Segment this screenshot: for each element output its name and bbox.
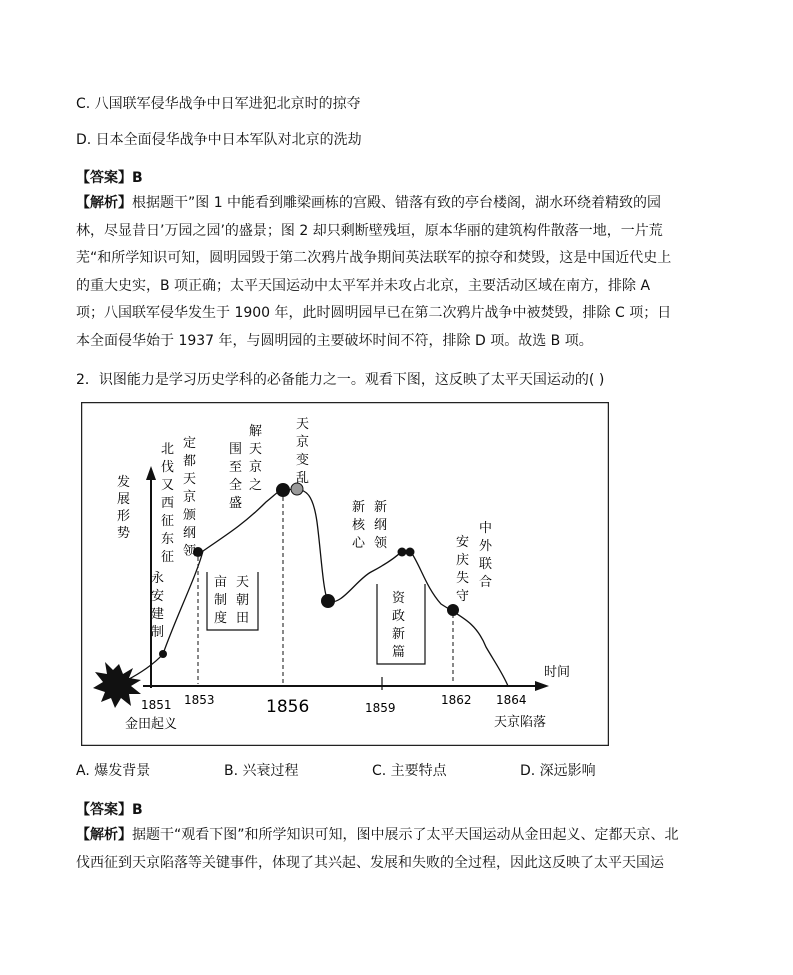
x-axis-label: 时间 <box>544 665 571 680</box>
analysis-text-2: 据题干“观看下图”和所学知识可知，图中展示了太平天国运动从金田起义、定都天京、北伐西征到天京陷落等关键事件，体现了其兴起、发展和失败的全过程，因此这反映了太平天国运 <box>76 827 679 871</box>
taiping-timeline-figure <box>81 402 609 746</box>
label-zizheng: 资政新篇 <box>392 591 406 660</box>
label-tianmu-2: 天朝田 <box>236 575 250 626</box>
analysis-1 <box>76 190 682 355</box>
tick-label-1856: 1856 <box>266 697 310 717</box>
tick-label-1859: 1859 <box>365 701 396 715</box>
y-label-1: 发 <box>117 475 131 490</box>
option-c: C. 主要特点 <box>372 763 447 779</box>
option-b: B. 兴衰过程 <box>224 763 299 779</box>
point-anqing <box>447 604 459 616</box>
point-yongan <box>159 650 167 658</box>
label-tianmu-1: 亩制度 <box>214 575 228 626</box>
point-xin-2 <box>406 548 415 557</box>
y-label-2: 展 <box>117 492 131 507</box>
label-anqing: 安庆失守 <box>456 535 470 604</box>
label-bianluan: 天京变乱 <box>296 417 310 486</box>
tick-label-1853: 1853 <box>184 693 215 707</box>
option-d: D. 深远影响 <box>520 763 596 779</box>
point-low <box>321 594 335 608</box>
label-jintian: 金田起义 <box>125 717 178 732</box>
option-a: A. 爆发背景 <box>76 763 151 779</box>
analysis-2 <box>76 822 682 877</box>
analysis-text: 根据题干”图 1 中能看到雕梁画栋的宫殿、错落有致的亭台楼阁，湖水环绕着精致的园林，尽显昔日’万园之园’的盛景；图 2 却只剩断壁残垣，原本华丽的建筑构件散落一地，一片荒芜“和所学知识可知，圆明园毁于第二次鸦片战争期间英法联军的掠夺和焚毁，这是中国近代史上的重大史实，B 项正确；太平天国运动中太平军并未攻占北京，主要活动区域在南方，排除 A 项；八国联军侵华发生于 1900 年，此时圆明园早已在第二次鸦片战争中被焚毁，排除 C 项；日本全面侵华始于 1937 年，与圆明园的主要破坏时间不符，排除 D 项。故选 B 项。 <box>76 195 672 349</box>
analysis-label-2: 【解析】 <box>76 827 132 843</box>
label-xinhexin: 新核心 <box>352 500 366 551</box>
answer-1: 【答案】B <box>76 170 143 186</box>
question-2: 2．识图能力是学习历史学科的必备能力之一。观看下图，这反映了太平天国运动的( ) <box>76 372 605 388</box>
label-jiewei-1: 围至全盛 <box>229 442 243 511</box>
label-yongan: 永安建制 <box>151 571 165 640</box>
label-xingangling: 新纲领 <box>374 500 388 551</box>
tick-label-1862: 1862 <box>441 693 472 707</box>
tick-label-1851: 1851 <box>141 698 172 712</box>
y-label-3: 形 <box>117 509 131 524</box>
point-xin-1 <box>398 548 407 557</box>
label-beifa: 北伐又西征东征 <box>161 442 175 565</box>
label-xianluo: 天京陷落 <box>494 715 547 730</box>
option-c-prev: C. 八国联军侵华战争中日军进犯北京时的掠夺 <box>76 96 361 112</box>
label-zhongwai: 中外联合 <box>479 521 493 590</box>
tick-label-1864: 1864 <box>496 693 527 707</box>
option-d-prev: D. 日本全面侵华战争中日本军队对北京的洗劫 <box>76 132 362 148</box>
label-jiewei-2: 解天京之 <box>249 424 263 493</box>
label-dingdu: 定都天京颁纲领 <box>183 436 197 559</box>
point-peak <box>276 483 290 497</box>
y-label-4: 势 <box>117 526 131 541</box>
analysis-label: 【解析】 <box>76 195 132 211</box>
answer-2: 【答案】B <box>76 802 143 818</box>
